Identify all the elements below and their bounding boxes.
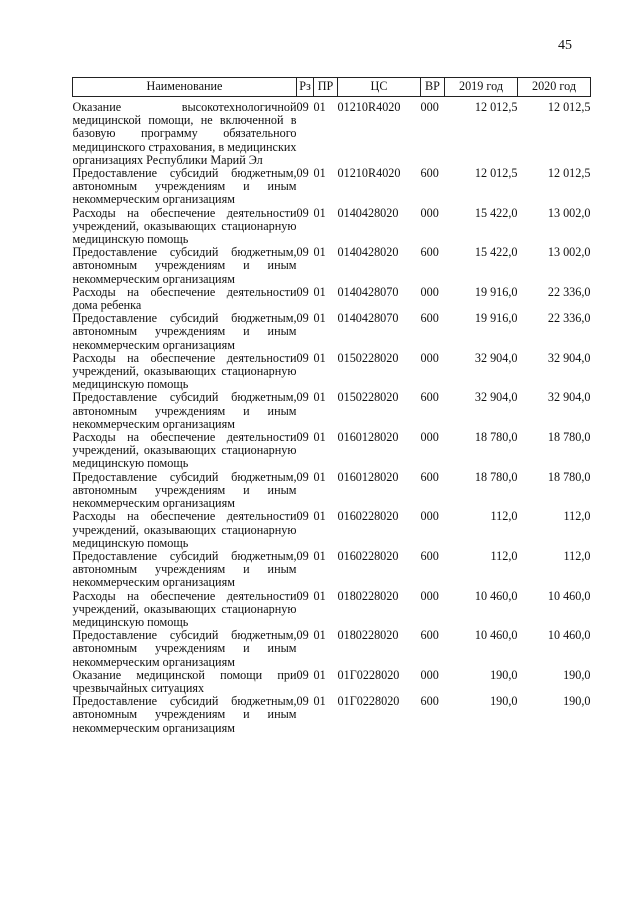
cell-vr: 600	[420, 694, 439, 709]
cell-cs: 0160228020	[337, 548, 399, 563]
cell-name: Предоставление субсидий бюджетным, автономным учреждениям и иным некоммерческим организациям	[72, 166, 297, 207]
table-row	[73, 669, 591, 695]
cell-2020: 18 780,0	[547, 469, 591, 484]
table-row	[73, 312, 591, 352]
table-row	[73, 629, 591, 669]
header-name: Наименование	[73, 78, 297, 97]
cell-rz: 09	[296, 166, 309, 181]
table-row	[73, 431, 591, 471]
cell-cs: 0160128020	[337, 469, 399, 484]
cell-name: Предоставление субсидий бюджетным, автономным учреждениям и иным некоммерческим организациям	[72, 628, 297, 669]
cell-cs: 0140428020	[337, 245, 399, 260]
header-cs: ЦС	[338, 78, 421, 97]
table-row	[73, 391, 591, 431]
cell-vr: 000	[420, 205, 439, 220]
cell-rz: 09	[296, 548, 309, 563]
cell-name: Расходы на обеспечение деятельности дома ребенка	[72, 284, 297, 313]
cell-name: Оказание высокотехнологичной медицинской помощи, не включенной в базовую программу обязательного медицинского страхования, в медицинских организациях Республики Марий Эл	[72, 100, 297, 167]
table-row	[73, 590, 591, 630]
cell-rz: 09	[296, 469, 309, 484]
table-row	[73, 352, 591, 392]
table-row	[73, 286, 591, 312]
cell-vr: 000	[420, 588, 439, 603]
table-row	[73, 550, 591, 590]
cell-name: Расходы на обеспечение деятельности учреждений, оказывающих стационарную медицинскую помощь	[72, 588, 297, 629]
cell-vr: 000	[420, 100, 439, 114]
cell-2020: 18 780,0	[547, 430, 591, 445]
table-row	[73, 207, 591, 247]
cell-2020: 13 002,0	[547, 245, 591, 260]
cell-name: Расходы на обеспечение деятельности учреждений, оказывающих стационарную медицинскую помощь	[72, 205, 297, 247]
cell-vr: 600	[420, 311, 439, 326]
cell-2019: 32 904,0	[474, 390, 518, 405]
header-vr: ВР	[421, 78, 445, 97]
cell-pr: 01	[313, 694, 326, 709]
cell-vr: 600	[420, 469, 439, 484]
cell-cs: 0140428070	[337, 284, 399, 299]
cell-2019: 15 422,0	[474, 245, 518, 260]
table-row	[73, 471, 591, 511]
cell-2020: 12 012,5	[547, 166, 591, 181]
cell-name: Предоставление субсидий бюджетным, автономным учреждениям и иным некоммерческим организациям	[72, 245, 297, 286]
cell-2019: 112,0	[490, 548, 518, 563]
cell-pr: 01	[313, 350, 326, 365]
cell-2020: 22 336,0	[547, 311, 591, 326]
cell-cs: 01210R4020	[337, 166, 401, 181]
cell-2020: 10 460,0	[547, 588, 591, 603]
budget-table	[72, 77, 591, 735]
cell-name: Расходы на обеспечение деятельности учреждений, оказывающих стационарную медицинскую помощь	[72, 350, 297, 392]
cell-rz: 09	[296, 205, 309, 220]
cell-rz: 09	[296, 100, 309, 114]
cell-name: Предоставление субсидий бюджетным, автономным учреждениям и иным некоммерческим организациям	[72, 390, 297, 431]
cell-2020: 12 012,5	[547, 100, 591, 114]
cell-rz: 09	[296, 245, 309, 260]
cell-vr: 000	[420, 667, 439, 682]
cell-pr: 01	[313, 100, 326, 114]
cell-rz: 09	[296, 390, 309, 405]
cell-pr: 01	[313, 548, 326, 563]
cell-pr: 01	[313, 469, 326, 484]
cell-cs: 01Г0228020	[337, 694, 400, 709]
cell-2020: 190,0	[563, 694, 591, 709]
cell-2019: 10 460,0	[474, 588, 518, 603]
cell-vr: 600	[420, 245, 439, 260]
cell-cs: 0150228020	[337, 350, 399, 365]
cell-name: Предоставление субсидий бюджетным, автономным учреждениям и иным некоммерческим организациям	[72, 469, 297, 511]
cell-cs: 0150228020	[337, 390, 399, 405]
table-row	[73, 510, 591, 550]
header-rz: Рз	[297, 78, 314, 97]
cell-vr: 000	[420, 430, 439, 445]
cell-2020: 112,0	[563, 548, 591, 563]
cell-vr: 000	[420, 284, 439, 299]
header-2019: 2019 год	[445, 78, 518, 97]
cell-2019: 10 460,0	[474, 628, 518, 643]
cell-rz: 09	[296, 694, 309, 709]
cell-rz: 09	[296, 509, 309, 524]
page-number: 45	[558, 38, 572, 53]
cell-pr: 01	[313, 430, 326, 445]
table-header	[73, 78, 591, 97]
cell-2020: 13 002,0	[547, 205, 591, 220]
cell-vr: 600	[420, 166, 439, 181]
cell-2019: 190,0	[490, 667, 518, 682]
cell-2020: 112,0	[563, 509, 591, 524]
header-pr: ПР	[314, 78, 338, 97]
cell-2020: 190,0	[563, 667, 591, 682]
cell-2019: 18 780,0	[474, 430, 518, 445]
cell-vr: 600	[420, 548, 439, 563]
cell-pr: 01	[313, 509, 326, 524]
cell-2019: 19 916,0	[474, 284, 518, 299]
cell-rz: 09	[296, 350, 309, 365]
cell-rz: 09	[296, 284, 309, 299]
cell-name: Предоставление субсидий бюджетным, автономным учреждениям и иным некоммерческим организациям	[72, 311, 297, 352]
cell-cs: 0160228020	[337, 509, 399, 524]
table-row	[73, 695, 591, 735]
cell-pr: 01	[313, 166, 326, 181]
cell-2019: 15 422,0	[474, 205, 518, 220]
table-row	[73, 97, 591, 168]
cell-2020: 32 904,0	[547, 390, 591, 405]
table-row	[73, 167, 591, 207]
cell-2019: 19 916,0	[474, 311, 518, 326]
cell-vr: 000	[420, 350, 439, 365]
cell-rz: 09	[296, 667, 309, 682]
cell-2019: 112,0	[490, 509, 518, 524]
cell-name: Предоставление субсидий бюджетным, автономным учреждениям и иным некоммерческим организациям	[72, 694, 297, 735]
cell-2020: 22 336,0	[547, 284, 591, 299]
cell-rz: 09	[296, 588, 309, 603]
cell-vr: 600	[420, 390, 439, 405]
cell-rz: 09	[296, 628, 309, 643]
cell-2020: 10 460,0	[547, 628, 591, 643]
cell-cs: 0140428070	[337, 311, 399, 326]
cell-vr: 600	[420, 628, 439, 643]
cell-name: Расходы на обеспечение деятельности учреждений, оказывающих стационарную медицинскую помощь	[72, 430, 297, 471]
cell-2019: 190,0	[490, 694, 518, 709]
cell-pr: 01	[313, 205, 326, 220]
cell-name: Оказание медицинской помощи при чрезвычайных ситуациях	[72, 667, 297, 695]
table-row	[73, 246, 591, 286]
cell-rz: 09	[296, 430, 309, 445]
header-2020: 2020 год	[518, 78, 591, 97]
cell-pr: 01	[313, 588, 326, 603]
cell-vr: 000	[420, 509, 439, 524]
cell-rz: 09	[296, 311, 309, 326]
cell-2020: 32 904,0	[547, 350, 591, 365]
cell-cs: 0180228020	[337, 588, 399, 603]
cell-cs: 0160128020	[337, 430, 399, 445]
cell-pr: 01	[313, 245, 326, 260]
cell-pr: 01	[313, 628, 326, 643]
cell-cs: 0180228020	[337, 628, 399, 643]
cell-pr: 01	[313, 284, 326, 299]
cell-pr: 01	[313, 390, 326, 405]
cell-cs: 01Г0228020	[337, 667, 400, 682]
cell-2019: 12 012,5	[474, 100, 518, 114]
table-body	[73, 97, 591, 735]
cell-2019: 32 904,0	[474, 350, 518, 365]
cell-cs: 0140428020	[337, 205, 399, 220]
cell-pr: 01	[313, 667, 326, 682]
cell-cs: 01210R4020	[337, 100, 401, 114]
cell-name: Расходы на обеспечение деятельности учреждений, оказывающих стационарную медицинскую помощь	[72, 509, 297, 550]
cell-pr: 01	[313, 311, 326, 326]
cell-name: Предоставление субсидий бюджетным, автономным учреждениям и иным некоммерческим организациям	[72, 548, 297, 590]
cell-2019: 12 012,5	[474, 166, 518, 181]
cell-2019: 18 780,0	[474, 469, 518, 484]
